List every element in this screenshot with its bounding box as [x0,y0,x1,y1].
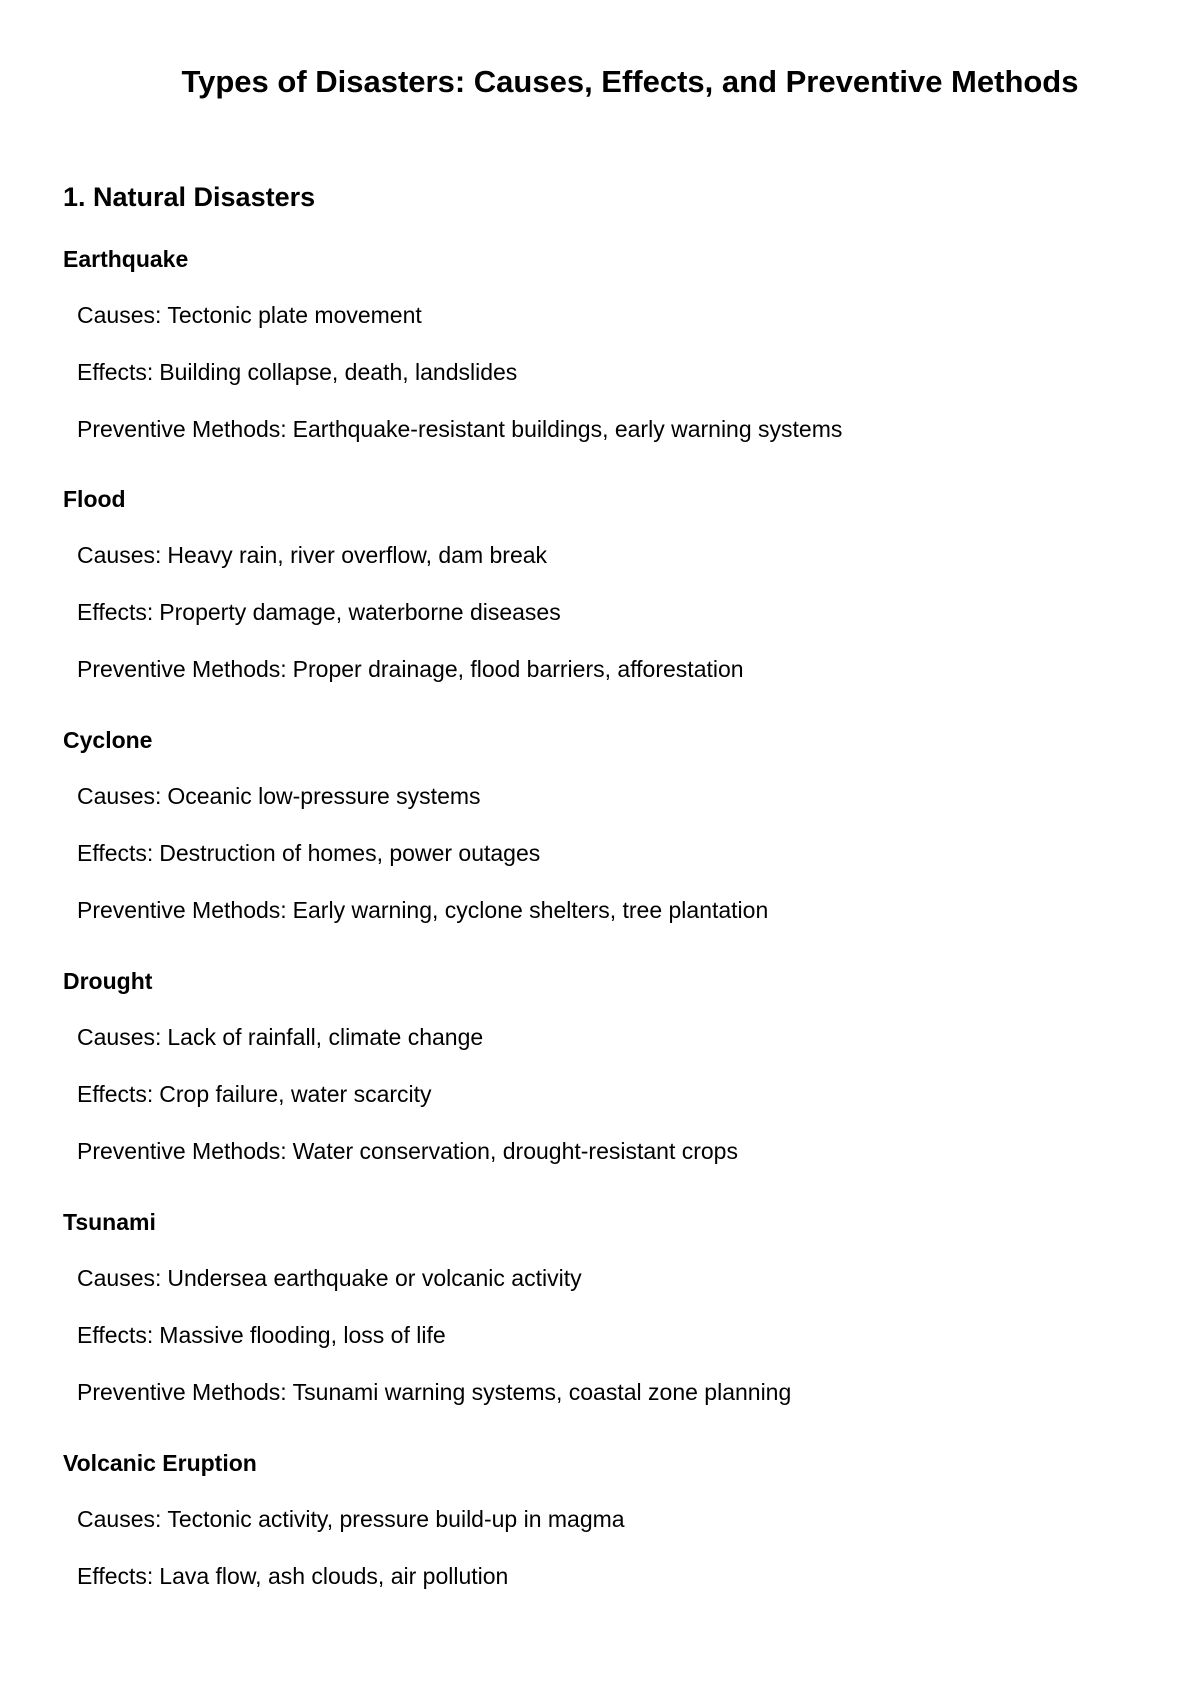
preventive-text: Proper drainage, flood barriers, afforestation [292,656,744,682]
preventive-text: Tsunami warning systems, coastal zone planning [292,1379,792,1405]
disaster-name: Volcanic Eruption [63,1450,257,1476]
preventive-text: Water conservation, drought-resistant crops [292,1138,738,1164]
causes-line [77,1504,625,1534]
effects-text: Destruction of homes, power outages [159,840,541,866]
causes-line [77,781,481,811]
preventive-label: Preventive Methods: [77,897,287,923]
disaster-name: Cyclone [63,727,153,753]
effects-label: Effects: [77,1322,154,1348]
section-heading-natural-disasters: 1. Natural Disasters [63,182,316,212]
preventive-line [77,895,768,925]
effects-text: Massive flooding, loss of life [159,1322,446,1348]
effects-text: Crop failure, water scarcity [159,1081,432,1107]
disaster-name: Drought [63,968,153,994]
preventive-line [77,1136,738,1166]
effects-label: Effects: [77,840,154,866]
effects-label: Effects: [77,599,154,625]
effects-label: Effects: [77,1563,154,1589]
causes-text: Undersea earthquake or volcanic activity [167,1265,582,1291]
causes-text: Tectonic activity, pressure build-up in magma [167,1506,625,1532]
disaster-name: Tsunami [63,1209,156,1235]
causes-line [77,300,422,330]
preventive-text: Earthquake-resistant buildings, early warning systems [292,416,843,442]
effects-text: Property damage, waterborne diseases [159,599,561,625]
effects-line [77,838,540,868]
effects-line [77,597,561,627]
preventive-line [77,414,842,444]
causes-text: Lack of rainfall, climate change [167,1024,484,1050]
disaster-name: Earthquake [63,246,189,272]
causes-label: Causes: [77,1506,162,1532]
preventive-text: Early warning, cyclone shelters, tree plantation [292,897,769,923]
effects-line [77,1320,446,1350]
effects-label: Effects: [77,1081,154,1107]
causes-label: Causes: [77,783,162,809]
preventive-label: Preventive Methods: [77,1138,287,1164]
effects-text: Lava flow, ash clouds, air pollution [159,1563,509,1589]
causes-text: Oceanic low-pressure systems [167,783,481,809]
preventive-line [77,654,744,684]
effects-line [77,1561,508,1591]
causes-text: Heavy rain, river overflow, dam break [167,542,548,568]
causes-text: Tectonic plate movement [167,302,422,328]
preventive-label: Preventive Methods: [77,416,287,442]
causes-line [77,1022,483,1052]
causes-label: Causes: [77,302,162,328]
causes-line [77,540,547,570]
disaster-name: Flood [63,486,126,512]
causes-line [77,1263,582,1293]
effects-label: Effects: [77,359,154,385]
causes-label: Causes: [77,1265,162,1291]
preventive-label: Preventive Methods: [77,1379,287,1405]
effects-line [77,1079,432,1109]
effects-text: Building collapse, death, landslides [159,359,518,385]
causes-label: Causes: [77,542,162,568]
preventive-line [77,1377,791,1407]
preventive-label: Preventive Methods: [77,656,287,682]
effects-line [77,357,517,387]
page-title: Types of Disasters: Causes, Effects, and Preventive Methods [181,64,1079,99]
causes-label: Causes: [77,1024,162,1050]
